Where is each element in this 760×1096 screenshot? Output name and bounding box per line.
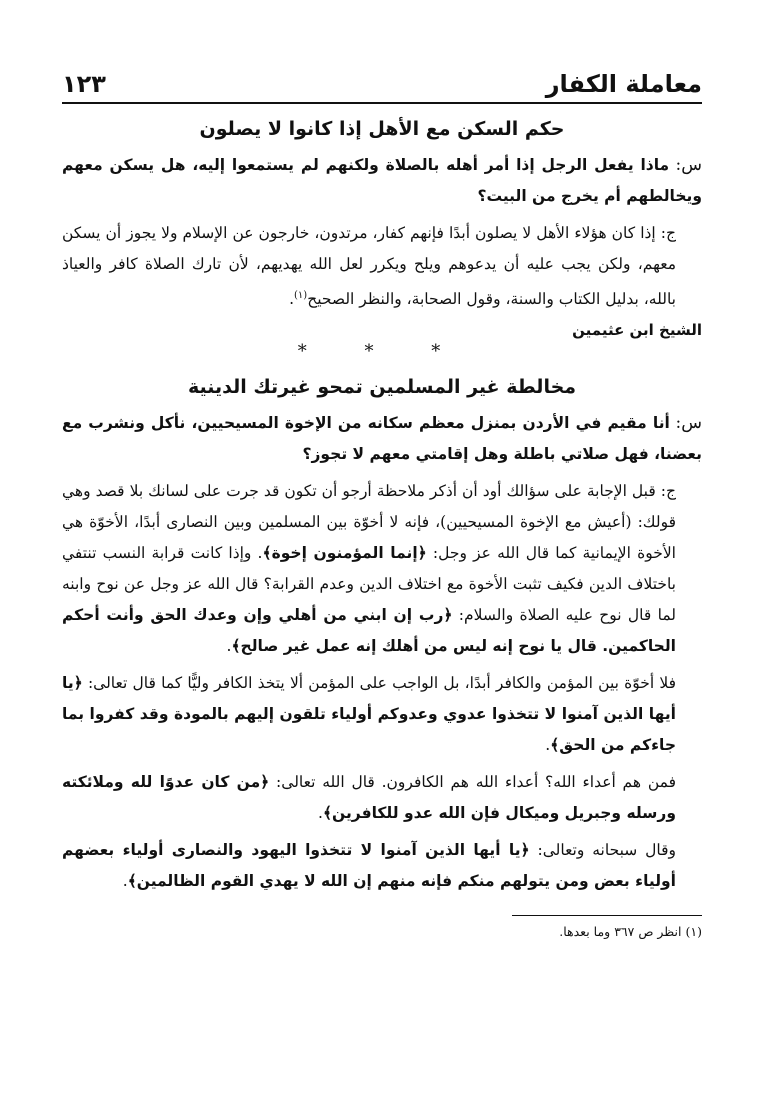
section2-question	[62, 408, 702, 470]
running-head	[62, 60, 702, 98]
answer-end: .	[289, 290, 294, 309]
quran-verse: ﴿من كان عدوًا لله وملائكته ورسله وجبريل وميكال فإن الله عدو للكافرين﴾	[62, 773, 676, 823]
section2-heading: مخالطة غير المسلمين تمحو غيرتك الدينية	[187, 376, 577, 399]
section2-answer-p4	[62, 835, 702, 897]
section1-question	[62, 150, 702, 212]
quran-verse: ﴿رب إن ابني من أهلي وإن وعدك الحق وأنت أحكم الحاكمين. قال يا نوح إنه ليس من أهلك إنه عمل غير صالح﴾	[62, 606, 676, 656]
answer-text: قبل الإجابة على سؤالك أود أن أذكر ملاحظة أرجو أن تكون قد جرت على لسانك بلا قصد وهي قولك: (أعيش مع الإخوة المسيحيين)، فإنه لا أخوّة بين المسلمين وبين النصارى أبدًا، الأخوّة هي الأخوة الإيمانية كما قال الله عز وجل:	[62, 482, 676, 563]
answer-end: .	[122, 872, 128, 891]
quran-verse: ﴿يا أيها الذين آمنوا لا تتخذوا عدوي وعدوكم أولياء تلقون إليهم بالمودة وقد كفروا بما جاءكم من الحق﴾	[62, 674, 676, 755]
section2-answer-p3	[62, 767, 702, 829]
answer-end: .	[318, 804, 323, 823]
book-page	[62, 60, 702, 942]
running-head-title: معاملة الكفار	[545, 70, 702, 98]
section1-answer	[62, 218, 702, 315]
page-number: ١٢٣	[62, 70, 106, 98]
section2-answer-p2	[62, 668, 702, 761]
answer-label: ج:	[660, 482, 676, 501]
question-label: س:	[675, 413, 702, 434]
question-text: ماذا يفعل الرجل إذا أمر أهله بالصلاة ولكنهم لم يستمعوا إليه، هل يسكن معهم ويخالطهم أم يخرج من البيت؟	[62, 156, 702, 205]
signature: الشيخ ابن عثيمين	[572, 321, 702, 340]
quran-verse: ﴿يا أيها الذين آمنوا لا تتخذوا اليهود والنصارى أولياء بعضهم أولياء بعض ومن يتولهم منكم فإنه منهم إن الله لا يهدي القوم الظالمين﴾	[62, 841, 676, 891]
answer-end: .	[226, 637, 232, 656]
footnote-rule	[512, 915, 702, 916]
section1-heading: حكم السكن مع الأهل إذا كانوا لا يصلون	[199, 118, 565, 140]
answer-text: إذا كان هؤلاء الأهل لا يصلون أبدًا فإنهم كفار، مرتدون، خارجون عن الإسلام ولا يجوز أن يسكن معهم، ولكن يجب عليه أن يدعوهم ويلح ويكرر لعل الله يهديهم، لأن تارك الصلاة كافر والعياذ بالله، بدليل الكتاب والسنة، وقول الصحابة، والنظر الصحيح	[62, 224, 676, 309]
answer-text: وقال سبحانه وتعالى:	[537, 841, 676, 860]
answer-text: فلا أخوّة بين المؤمن والكافر أبدًا، بل الواجب على المؤمن ألا يتخذ الكافر وليًّا كما قال تعالى:	[87, 674, 676, 693]
answer-end: .	[545, 736, 551, 755]
footnote	[62, 922, 702, 942]
footnote-marker: (١)	[685, 924, 702, 940]
answer-text: فمن هم أعداء الله؟ أعداء الله هم الكافرون. قال الله تعالى:	[276, 773, 676, 792]
question-label: س:	[675, 155, 702, 175]
header-rule	[62, 102, 702, 104]
footnote-ref: (١)	[294, 290, 308, 301]
answer-label: ج:	[660, 224, 676, 242]
question-text: أنا مقيم في الأردن بمنزل معظم سكانه من الإخوة المسيحيين، نأكل ونشرب مع بعضنا، فهل صلاتي باطلة وهل إقامتي معهم لا تجوز؟	[62, 414, 702, 464]
section-separator: * * *	[297, 341, 467, 363]
section2-answer-p1	[62, 476, 702, 662]
footnote-text: انظر ص ٣٦٧ وما بعدها.	[559, 924, 682, 940]
answer-text: . وإذا كانت قرابة النسب تنتفي باختلاف الدين فكيف تثبت الأخوة مع اختلاف الدين وعدم القرابة؟ قال الله عز وجل عن نوح وابنه لما قال نوح عليه الصلاة والسلام:	[62, 544, 676, 625]
quran-verse: ﴿إنما المؤمنون إخوة﴾	[262, 544, 427, 563]
